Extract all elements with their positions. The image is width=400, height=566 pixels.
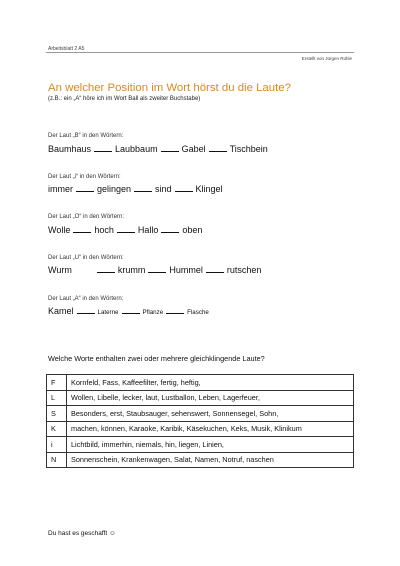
answer-blank[interactable] xyxy=(122,307,140,314)
word: Hallo xyxy=(137,225,159,235)
exercise-label: Der Laut „U“ in den Wörtern: xyxy=(48,255,124,261)
answer-blank[interactable] xyxy=(148,266,166,273)
word: hoch xyxy=(94,225,114,235)
question-text: Welche Worte enthalten zwei oder mehrere gleichklingende Laute? xyxy=(48,354,265,363)
exercise-label: Der Laut „i“ in den Wörtern: xyxy=(48,174,121,180)
word: Laubbaum xyxy=(115,144,158,154)
word: Klingel xyxy=(195,184,223,194)
letter-cell: F xyxy=(47,375,67,391)
worksheet-label: Arbeitsblatt 2 A5 xyxy=(48,46,85,52)
word: immer xyxy=(48,184,73,194)
sound-table xyxy=(46,374,354,468)
table-row xyxy=(47,390,354,406)
page-title: An welcher Position im Wort hörst du die Laute? xyxy=(48,82,291,94)
exercise-words xyxy=(48,306,209,316)
answer-blank[interactable] xyxy=(97,266,115,273)
answer-blank[interactable] xyxy=(134,185,152,192)
answer-blank[interactable] xyxy=(175,185,193,192)
author-label: Erstellt von Jürgen Rühle xyxy=(301,56,352,61)
word: Kamel xyxy=(48,306,74,316)
exercise-words xyxy=(48,225,202,235)
word: Wurm xyxy=(48,265,72,275)
words-cell: Sonnenschein, Krankenwagen, Salat, Namen, Notruf, naschen xyxy=(67,452,354,468)
answer-blank[interactable] xyxy=(161,145,179,152)
answer-blank[interactable] xyxy=(73,226,91,233)
word: Hummel xyxy=(169,265,203,275)
exercise-words xyxy=(48,144,268,154)
header-rule xyxy=(46,52,354,53)
letter-cell: i xyxy=(47,437,67,453)
exercise-words xyxy=(48,265,261,275)
answer-blank[interactable] xyxy=(76,185,94,192)
exercise-words xyxy=(48,184,223,194)
word: Gabel xyxy=(181,144,206,154)
table-row xyxy=(47,452,354,468)
letter-cell: N xyxy=(47,452,67,468)
answer-blank[interactable] xyxy=(77,307,95,314)
words-cell: machen, können, Karaoke, Karibik, Käsekuchen, Keks, Musik, Klinikum xyxy=(67,421,354,437)
letter-cell: S xyxy=(47,406,67,422)
word: oben xyxy=(182,225,203,235)
words-cell: Wollen, Libelle, lecker, laut, Lustballon, Leben, Lagerfeuer, xyxy=(67,390,354,406)
words-cell: Lichtbild, immerhin, niemals, hin, liegen, Linien, xyxy=(67,437,354,453)
table-row xyxy=(47,406,354,422)
word: Pflanze xyxy=(142,309,164,316)
word: gelingen xyxy=(97,184,132,194)
answer-blank[interactable] xyxy=(206,266,224,273)
exercise-label: Der Laut „A“ in den Wörtern: xyxy=(48,296,124,302)
word: krumm xyxy=(117,265,146,275)
word: Baumhaus xyxy=(48,144,92,154)
word: sind xyxy=(155,184,172,194)
table-row xyxy=(47,437,354,453)
exercise-label: Der Laut „B“ in den Wörtern: xyxy=(48,133,124,139)
word: rutschen xyxy=(226,265,262,275)
answer-blank[interactable] xyxy=(161,226,179,233)
letter-cell: K xyxy=(47,421,67,437)
letter-cell: L xyxy=(47,390,67,406)
answer-blank[interactable] xyxy=(94,145,112,152)
closing-text: Du hast es geschafft ☺ xyxy=(48,530,116,537)
words-cell: Kornfeld, Fass, Kaffeefilter, fertig, heftig, xyxy=(67,375,354,391)
exercise-label: Der Laut „O“ in den Wörtern: xyxy=(48,214,125,220)
words-cell: Besonders, erst, Staubsauger, sehenswert, Sonnensegel, Sohn, xyxy=(67,406,354,422)
word: Laterne xyxy=(97,309,119,316)
table-row xyxy=(47,421,354,437)
word: Tischbein xyxy=(229,144,268,154)
answer-blank[interactable] xyxy=(166,307,184,314)
word: Wolle xyxy=(48,225,71,235)
answer-blank[interactable] xyxy=(117,226,135,233)
answer-blank[interactable] xyxy=(209,145,227,152)
word: Flasche xyxy=(187,309,209,316)
table-row xyxy=(47,375,354,391)
page-subtitle: (z.B.: ein „A“ höre ich im Wort Ball als zweiter Buchstabe) xyxy=(48,96,201,102)
